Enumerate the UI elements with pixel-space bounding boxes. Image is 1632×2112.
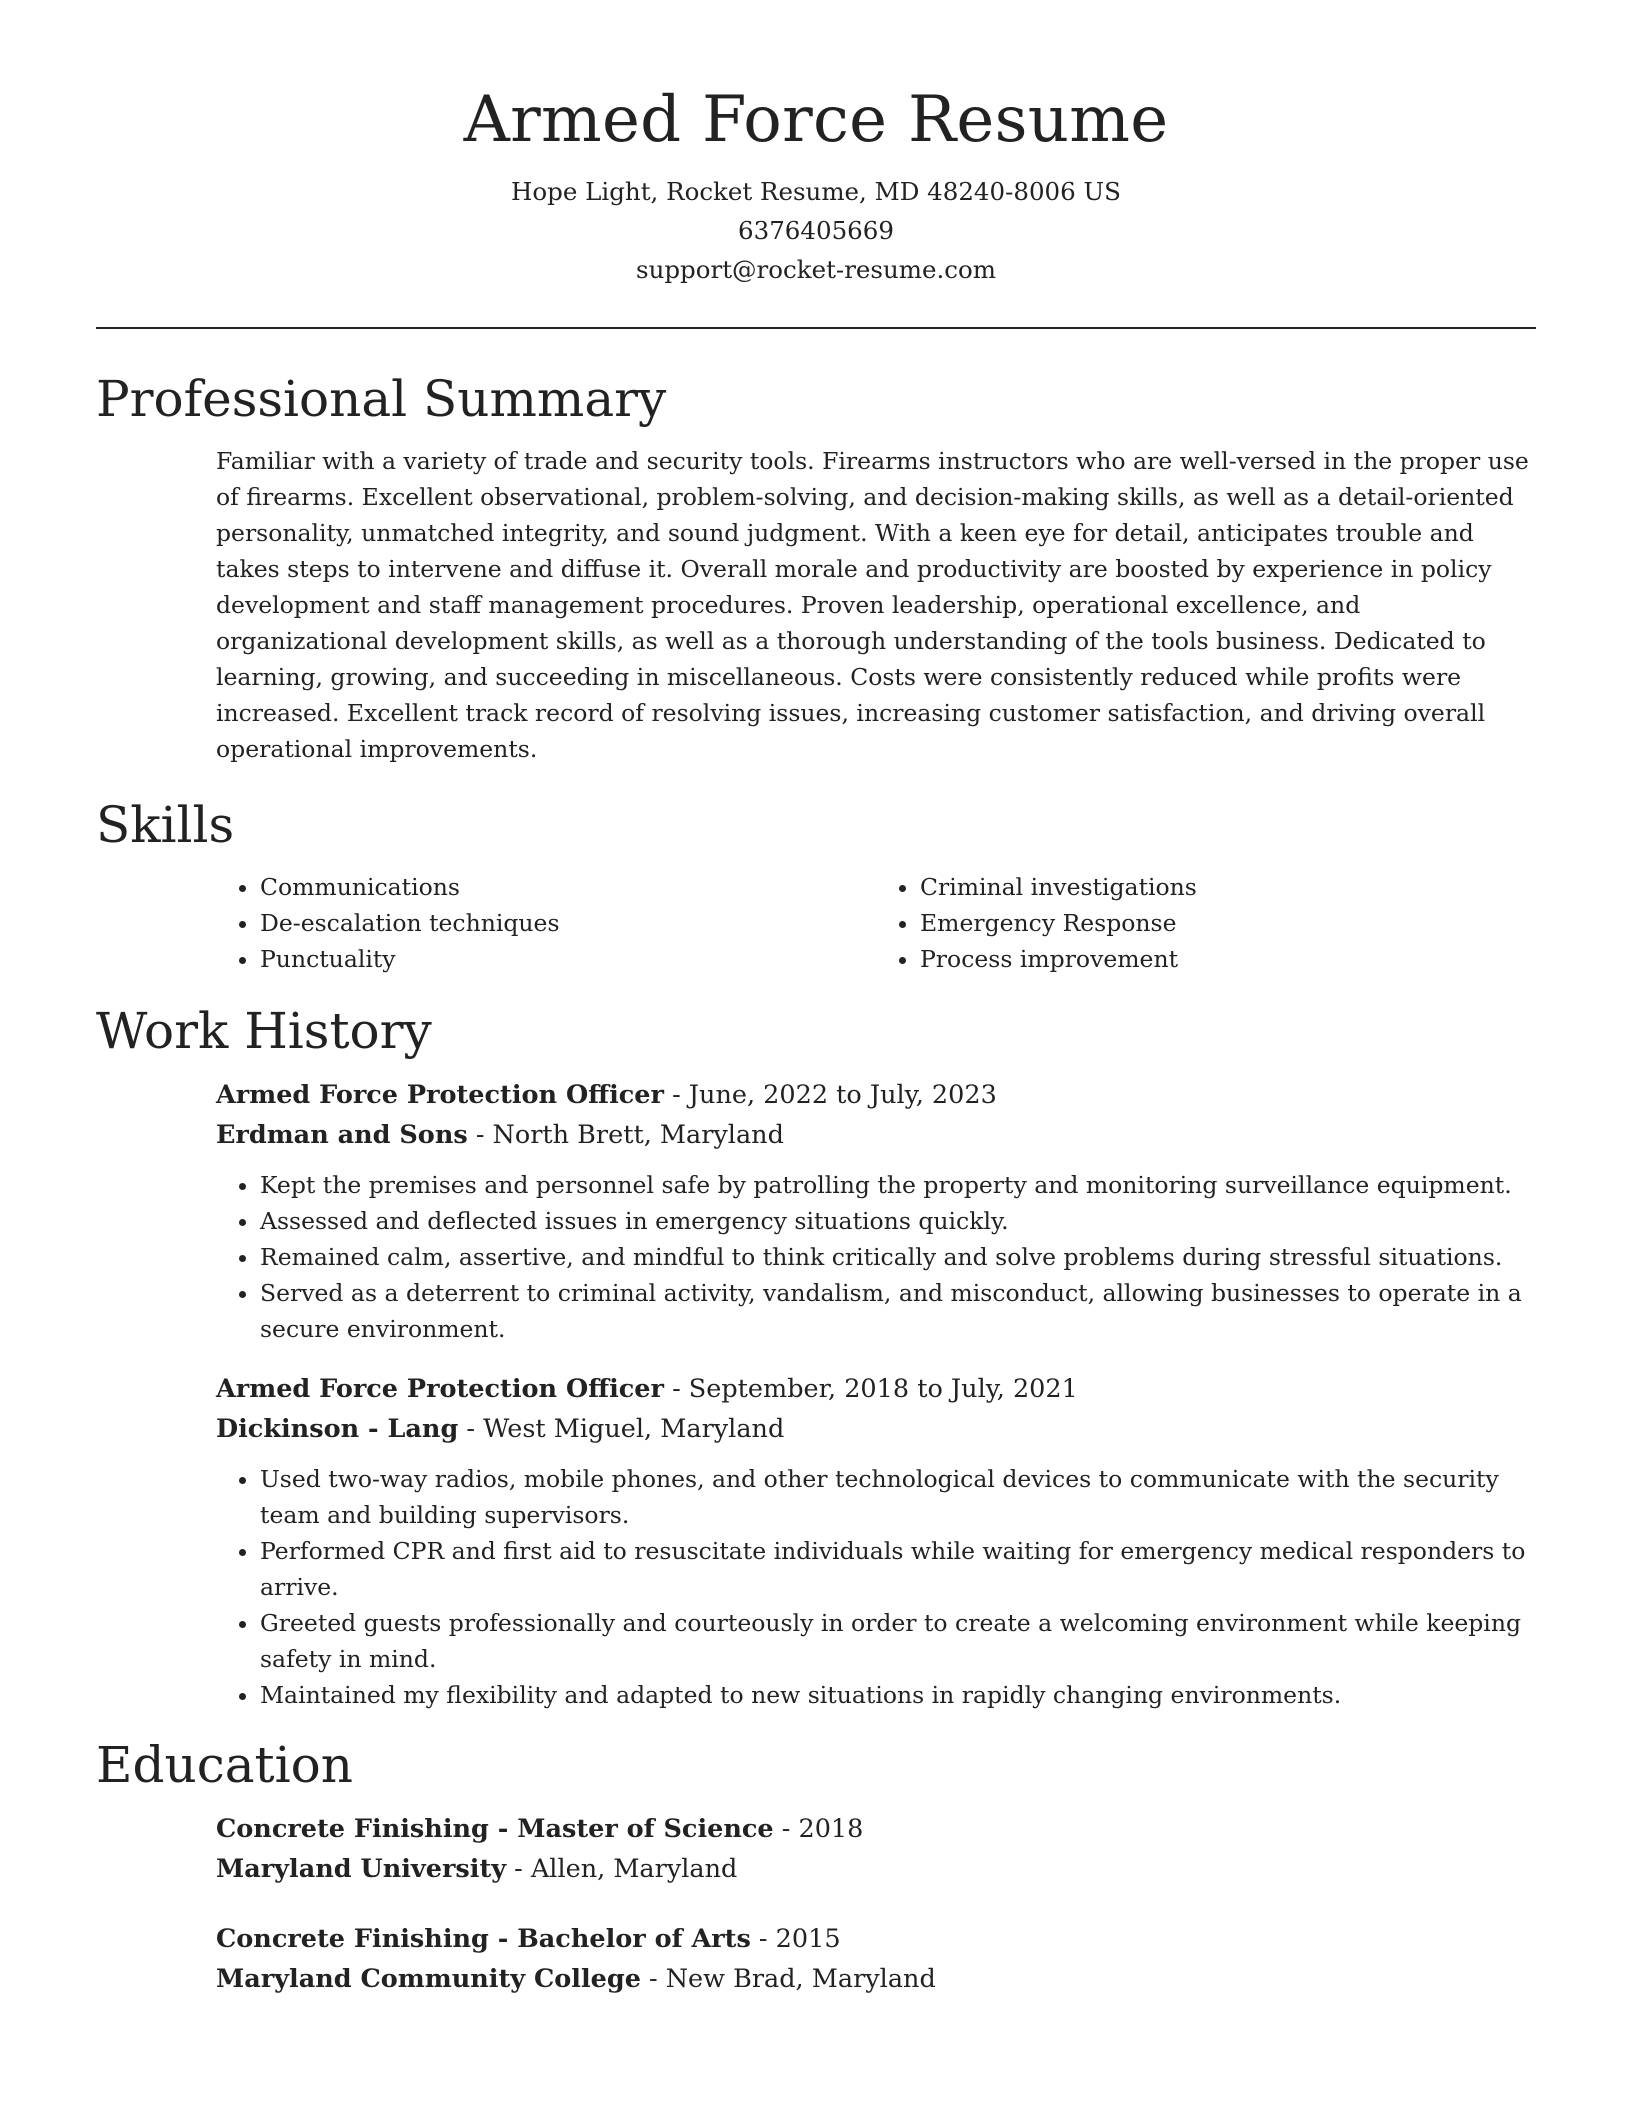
job-duty: • Greeted guests professionally and courteously in order to create a welcoming environment while keeping safety in mind. [260, 1605, 1536, 1677]
job-company: Dickinson - Lang [216, 1413, 459, 1444]
skill-item: • Emergency Response [920, 905, 1536, 941]
skill-item: • Punctuality [260, 941, 876, 977]
job-dates: - June, 2022 to July, 2023 [663, 1079, 997, 1110]
education-field: Concrete Finishing [216, 1813, 489, 1844]
job-duty: • Remained calm, assertive, and mindful to think critically and solve problems during stressful situations. [260, 1239, 1536, 1275]
resume-name: Armed Force Resume [463, 83, 1169, 157]
job-company-line [216, 1115, 1536, 1155]
education-location: - New Brad, Maryland [640, 1963, 936, 1994]
job-title: Armed Force Protection Officer [216, 1373, 664, 1404]
job-duty: • Served as a deterrent to criminal activity, vandalism, and misconduct, allowing businesses to operate in a secure environment. [260, 1275, 1536, 1347]
education-heading: Education [96, 1735, 353, 1794]
job-duty: • Assessed and deflected issues in emergency situations quickly. [260, 1203, 1536, 1239]
education-degree-line [216, 1919, 1536, 1959]
education-entry [216, 1809, 1536, 1889]
job-duty: • Performed CPR and first aid to resuscitate individuals while waiting for emergency medical responders to arrive. [260, 1533, 1536, 1605]
education-school: Maryland University [216, 1853, 507, 1884]
job-entry [216, 1369, 1536, 1713]
skill-item: • Criminal investigations [920, 869, 1536, 905]
education-school-line [216, 1849, 1536, 1889]
education-field: Concrete Finishing [216, 1923, 489, 1954]
skills-heading: Skills [96, 795, 235, 854]
work-history-heading: Work History [96, 1001, 432, 1060]
education-entry [216, 1919, 1536, 1999]
summary-heading: Professional Summary [96, 369, 667, 428]
header-divider [96, 327, 1536, 329]
job-title-line [216, 1369, 1536, 1409]
job-duties [216, 1167, 1536, 1347]
job-company-line [216, 1409, 1536, 1449]
job-company: Erdman and Sons [216, 1119, 468, 1150]
job-duty: • Used two-way radios, mobile phones, and other technological devices to communicate with the security team and building supervisors. [260, 1461, 1536, 1533]
education-degree-line [216, 1809, 1536, 1849]
job-duties [216, 1461, 1536, 1713]
job-entry [216, 1075, 1536, 1347]
job-duty: • Maintained my flexibility and adapted to new situations in rapidly changing environments. [260, 1677, 1536, 1713]
job-location: - North Brett, Maryland [467, 1119, 784, 1150]
contact-address: Hope Light, Rocket Resume, MD 48240-8006 US [511, 176, 1121, 206]
skill-item: • Communications [260, 869, 876, 905]
summary-text: Familiar with a variety of trade and security tools. Firearms instructors who are well-versed in the proper use of firearms. Excellent observational, problem-solving, and decision-making skills, as well as a detail-oriented personality, unmatched integrity, and sound judgment. With a keen eye for detail, anticipates trouble and takes steps to intervene and diffuse it. Overall morale and productivity are boosted by experience in policy development and staff management procedures. Proven leadership, operational excellence, and organizational development skills, as well as a thorough understanding of the tools business. Dedicated to learning, growing, and succeeding in miscellaneous. Costs were consistently reduced while profits were increased. Excellent track record of resolving issues, increasing customer satisfaction, and driving overall operational improvements. [216, 446, 1529, 763]
education-year: - 2015 [750, 1923, 841, 1954]
job-duty: • Kept the premises and personnel safe by patrolling the property and monitoring surveillance equipment. [260, 1167, 1536, 1203]
skills-column-right [876, 869, 1536, 977]
job-title-line [216, 1075, 1536, 1115]
education-degree: - Bachelor of Arts [488, 1923, 751, 1954]
skill-item: • De-escalation techniques [260, 905, 876, 941]
skills-column-left [216, 869, 876, 977]
contact-email: support@rocket-resume.com [636, 254, 996, 284]
job-dates: - September, 2018 to July, 2021 [663, 1373, 1078, 1404]
contact-block [96, 172, 1536, 289]
job-title: Armed Force Protection Officer [216, 1079, 664, 1110]
education-year: - 2018 [773, 1813, 864, 1844]
education-location: - Allen, Maryland [506, 1853, 738, 1884]
job-location: - West Miguel, Maryland [458, 1413, 785, 1444]
education-school: Maryland Community College [216, 1963, 641, 1994]
skills-list [216, 869, 1536, 977]
education-school-line [216, 1959, 1536, 1999]
contact-phone: 6376405669 [738, 215, 894, 245]
education-degree: - Master of Science [488, 1813, 774, 1844]
skill-item: • Process improvement [920, 941, 1536, 977]
